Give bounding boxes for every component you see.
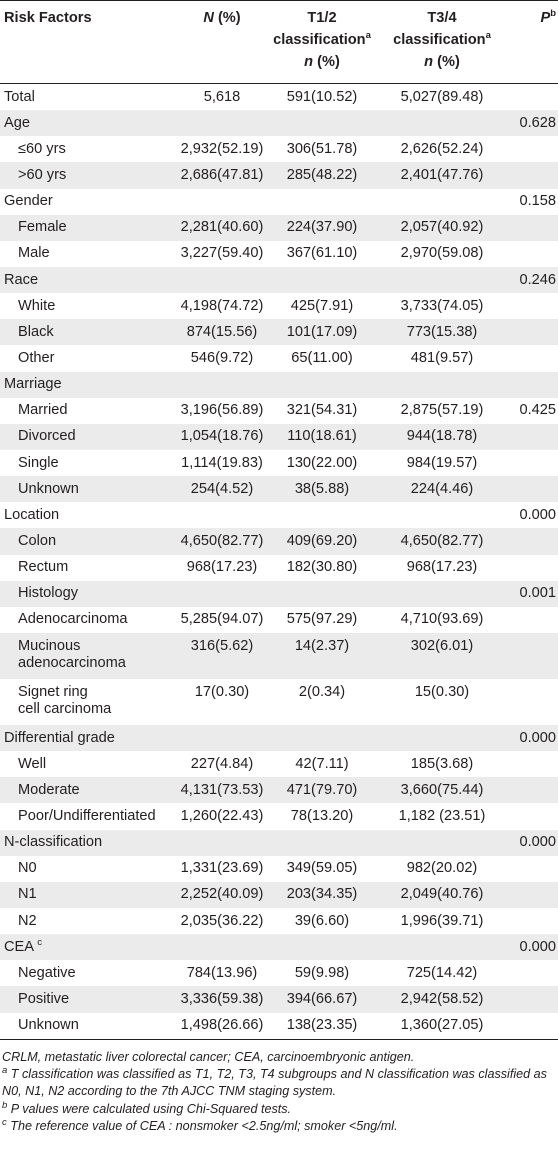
cell-t34 xyxy=(376,830,508,856)
row-label: White xyxy=(18,297,56,314)
cell-p-value: 0.628 xyxy=(508,110,558,136)
cell-t12: 42(7.11) xyxy=(295,755,349,772)
cell-t34: 1,996(39.71) xyxy=(400,912,484,929)
cell-t12 xyxy=(268,934,376,960)
cell-t12: 101(17.09) xyxy=(268,319,376,345)
header-risk-factors: Risk Factors xyxy=(0,1,176,84)
table-row xyxy=(0,581,558,607)
cell-p-value: 0.000 xyxy=(508,830,558,856)
cell-p-value xyxy=(508,424,558,450)
cell-n-percent: 874(15.56) xyxy=(176,319,268,345)
cell-n-percent xyxy=(176,581,268,607)
table-row xyxy=(0,372,558,398)
row-label: Unknown xyxy=(0,476,176,502)
row-label: CEA $^c$ xyxy=(0,934,176,960)
cell-t34: 984(19.57) xyxy=(406,454,478,471)
table-footnotes xyxy=(0,1040,558,1136)
table-row xyxy=(0,960,558,986)
cell-p-value xyxy=(508,607,558,633)
cell-t12: 110(18.61) xyxy=(268,424,376,450)
cell-t34: 481(9.57) xyxy=(410,349,474,366)
header-p-value: $P^b$ xyxy=(508,1,558,84)
cell-p-value xyxy=(508,162,558,188)
cell-n-percent xyxy=(176,189,268,215)
cell-t12 xyxy=(268,189,376,215)
cell-n-percent: 1,114(19.83) xyxy=(181,454,263,471)
row-label: Histology xyxy=(0,581,176,607)
cell-p-value: 0.000 xyxy=(508,934,558,960)
cell-n-percent xyxy=(176,372,268,398)
cell-t12: 138(23.35) xyxy=(268,1013,376,1040)
cell-t34: 2,049(40.76) xyxy=(376,882,508,908)
cell-t12: 130(22.00) xyxy=(286,454,358,471)
row-label: Poor/Undifferentiated xyxy=(18,807,156,824)
cell-n-percent: 2,281(40.60) xyxy=(176,215,268,241)
table-row xyxy=(0,751,558,777)
cell-p-value xyxy=(508,555,558,581)
cell-t12: 65(11.00) xyxy=(291,349,353,366)
cell-t12: 306(51.78) xyxy=(286,140,358,157)
table-row xyxy=(0,502,558,528)
table-row xyxy=(0,267,558,293)
cell-p-value: 0.246 xyxy=(508,267,558,293)
cell-t34: 3,733(74.05) xyxy=(400,297,484,314)
cell-n-percent: 5,285(94.07) xyxy=(180,611,264,628)
cell-t12 xyxy=(268,110,376,136)
cell-t12: 182(30.80) xyxy=(286,559,358,576)
table-row xyxy=(0,110,558,136)
cell-t34: 725(14.42) xyxy=(406,964,478,981)
cell-p-value xyxy=(508,986,558,1012)
cell-t34 xyxy=(376,581,508,607)
table-row xyxy=(0,986,558,1012)
cell-t34: 2,970(59.08) xyxy=(400,245,484,262)
cell-p-value: 0.000 xyxy=(519,506,556,523)
row-label: Male xyxy=(18,245,50,262)
cell-p-value xyxy=(508,84,558,111)
cell-t12: 78(13.20) xyxy=(290,807,354,824)
cell-p-value xyxy=(508,345,558,371)
cell-t34: 2,626(52.24) xyxy=(400,140,484,157)
cell-n-percent: 3,227(59.40) xyxy=(180,245,264,262)
cell-n-percent: 5,618 xyxy=(203,88,241,105)
table-row xyxy=(0,476,558,502)
cell-t12: 471(79.70) xyxy=(268,777,376,803)
cell-t34 xyxy=(376,372,508,398)
table-row xyxy=(0,345,558,371)
cell-t34: 1,360(27.05) xyxy=(376,1013,508,1040)
row-label: Positive xyxy=(0,986,176,1012)
cell-t12: 285(48.22) xyxy=(268,162,376,188)
table-row xyxy=(0,450,558,476)
table-row xyxy=(0,555,558,581)
table-row xyxy=(0,633,558,679)
table-row xyxy=(0,319,558,345)
cell-n-percent: 968(17.23) xyxy=(186,559,258,576)
header-t12-classification: T1/2 classification$^a$ n (%) xyxy=(268,1,376,84)
row-label: Female xyxy=(0,215,176,241)
table-row xyxy=(0,908,558,934)
cell-p-value xyxy=(508,777,558,803)
footnote-abbreviations: CRLM, metastatic liver colorectal cancer; CEA, carcinoembryonic antigen. xyxy=(2,1049,415,1064)
row-label: Signet ring cell carcinoma xyxy=(18,683,112,717)
cell-t12: 425(7.91) xyxy=(290,297,354,314)
row-label: N0 xyxy=(18,860,37,877)
table-row xyxy=(0,528,558,554)
cell-t12: 575(97.29) xyxy=(286,611,358,628)
table-row xyxy=(0,189,558,215)
cell-p-value: 0.001 xyxy=(508,581,558,607)
cell-t34: 944(18.78) xyxy=(376,424,508,450)
row-label: Married xyxy=(18,402,68,419)
table-row xyxy=(0,215,558,241)
cell-n-percent: 4,198(74.72) xyxy=(180,297,264,314)
cell-p-value xyxy=(508,633,558,679)
row-label: Marriage xyxy=(0,372,176,398)
cell-t12 xyxy=(268,725,376,751)
cell-t34: 4,710(93.69) xyxy=(400,611,484,628)
cell-t34: 4,650(82.77) xyxy=(376,528,508,554)
table-row xyxy=(0,607,558,633)
cell-t12: 38(5.88) xyxy=(268,476,376,502)
row-label: Differential grade xyxy=(0,725,176,751)
row-label: Black xyxy=(0,319,176,345)
cell-t34 xyxy=(376,267,508,293)
row-label: Colon xyxy=(0,528,176,554)
row-label: Other xyxy=(18,349,55,366)
row-label: Moderate xyxy=(0,777,176,803)
cell-n-percent: 3,336(59.38) xyxy=(176,986,268,1012)
cell-n-percent xyxy=(176,830,268,856)
cell-t12: 39(6.60) xyxy=(294,912,350,929)
cell-p-value xyxy=(508,241,558,267)
cell-p-value xyxy=(508,476,558,502)
cell-t34 xyxy=(376,110,508,136)
cell-p-value xyxy=(508,528,558,554)
cell-n-percent: 1,331(23.69) xyxy=(180,860,264,877)
cell-p-value xyxy=(508,319,558,345)
cell-t12: 14(2.37) xyxy=(268,633,376,679)
table-row xyxy=(0,398,558,424)
cell-t34: 5,027(89.48) xyxy=(400,88,484,105)
cell-n-percent: 254(4.52) xyxy=(176,476,268,502)
row-label: Rectum xyxy=(18,559,69,576)
cell-t12: 591(10.52) xyxy=(286,88,358,105)
row-label: Total xyxy=(4,88,35,105)
cell-p-value xyxy=(508,372,558,398)
table-body xyxy=(0,84,558,1040)
cell-p-value xyxy=(508,882,558,908)
cell-n-percent: 4,131(73.53) xyxy=(176,777,268,803)
cell-n-percent: 1,260(22.43) xyxy=(180,807,264,824)
cell-t34: 3,660(75.44) xyxy=(376,777,508,803)
cell-t34: 2,875(57.19) xyxy=(400,402,484,419)
cell-t12: 367(61.10) xyxy=(286,245,358,262)
table-row xyxy=(0,162,558,188)
cell-t34: 2,057(40.92) xyxy=(376,215,508,241)
row-label: Single xyxy=(18,454,59,471)
cell-n-percent: 1,498(26.66) xyxy=(176,1013,268,1040)
row-label: >60 yrs xyxy=(0,162,176,188)
cell-t34: 968(17.23) xyxy=(406,559,478,576)
cell-t34: 224(4.46) xyxy=(376,476,508,502)
cell-t12 xyxy=(268,267,376,293)
cell-p-value xyxy=(508,293,558,319)
cell-t12: 203(34.35) xyxy=(268,882,376,908)
cell-t34: 302(6.01) xyxy=(376,633,508,679)
row-label: N-classification xyxy=(0,830,176,856)
cell-t34: 2,942(58.52) xyxy=(376,986,508,1012)
cell-p-value xyxy=(508,960,558,986)
table-row xyxy=(0,293,558,319)
cell-t34 xyxy=(376,502,508,528)
header-t34-classification: T3/4 classification$^a$ n (%) xyxy=(376,1,508,84)
table-row xyxy=(0,777,558,803)
table-row xyxy=(0,856,558,882)
cell-t12 xyxy=(268,830,376,856)
table-row xyxy=(0,725,558,751)
cell-n-percent: 17(0.30) xyxy=(194,683,250,700)
cell-t34: 185(3.68) xyxy=(410,755,474,772)
row-label: Unknown xyxy=(0,1013,176,1040)
table-header xyxy=(0,1,558,84)
table-row xyxy=(0,1013,558,1040)
cell-t34: 1,182 (23.51) xyxy=(398,807,486,824)
cell-t12: 409(69.20) xyxy=(268,528,376,554)
footnote-a: $^a$ T classification was classified as T1, T2, T3, T4 subgroups and N classification was classified as N0, N1, N2 according to the 7th AJCC TNM staging system. xyxy=(2,1064,547,1099)
table-row xyxy=(0,136,558,162)
cell-p-value xyxy=(508,803,558,829)
cell-n-percent: 784(13.96) xyxy=(186,964,258,981)
cell-p-value: 0.158 xyxy=(519,193,556,210)
cell-p-value: 0.425 xyxy=(519,402,556,419)
table-row xyxy=(0,803,558,829)
row-label: Adenocarcinoma xyxy=(18,611,128,628)
cell-n-percent: 316(5.62) xyxy=(176,633,268,679)
cell-t12 xyxy=(268,581,376,607)
cell-t34 xyxy=(376,725,508,751)
table-row xyxy=(0,424,558,450)
cell-t12: 394(66.67) xyxy=(268,986,376,1012)
cell-p-value xyxy=(508,1013,558,1040)
cell-t12: 59(9.98) xyxy=(294,964,350,981)
cell-n-percent: 2,686(47.81) xyxy=(176,162,268,188)
footnote-c: $^c$ The reference value of CEA : nonsmoker <2.5ng/ml; smoker <5ng/ml. xyxy=(2,1117,398,1134)
cell-t12: 224(37.90) xyxy=(268,215,376,241)
row-label: Gender xyxy=(4,193,53,210)
cell-p-value xyxy=(508,908,558,934)
cell-n-percent: 4,650(82.77) xyxy=(176,528,268,554)
cell-t34: 982(20.02) xyxy=(406,860,478,877)
cell-t12 xyxy=(268,502,376,528)
cell-t12: 349(59.05) xyxy=(286,860,358,877)
row-label: Location xyxy=(4,506,60,523)
table-row xyxy=(0,934,558,960)
footnote-b: $^b$ P values were calculated using Chi-Squared tests. xyxy=(2,1099,292,1116)
cell-n-percent: 546(9.72) xyxy=(190,349,254,366)
cell-t34: 773(15.38) xyxy=(376,319,508,345)
cell-n-percent xyxy=(176,502,268,528)
row-label: N1 xyxy=(0,882,176,908)
table-row xyxy=(0,830,558,856)
row-label: Well xyxy=(18,755,47,772)
row-label: Divorced xyxy=(0,424,176,450)
row-label: Negative xyxy=(18,964,76,981)
cell-n-percent xyxy=(176,934,268,960)
cell-t12: 321(54.31) xyxy=(286,402,358,419)
table-row xyxy=(0,241,558,267)
cell-t34 xyxy=(376,189,508,215)
cell-t34: 2,401(47.76) xyxy=(376,162,508,188)
cell-p-value xyxy=(508,136,558,162)
cell-t12: 2(0.34) xyxy=(298,683,346,700)
table-row xyxy=(0,882,558,908)
cell-p-value xyxy=(508,215,558,241)
row-label: N2 xyxy=(18,912,37,929)
table-row xyxy=(0,679,558,725)
cell-n-percent xyxy=(176,110,268,136)
row-label: Race xyxy=(0,267,176,293)
cell-n-percent: 1,054(18.76) xyxy=(176,424,268,450)
cell-n-percent: 2,035(36.22) xyxy=(180,912,264,929)
header-n-percent: N (%) xyxy=(176,1,268,84)
cell-p-value xyxy=(508,450,558,476)
cell-n-percent: 2,252(40.09) xyxy=(176,882,268,908)
cell-n-percent xyxy=(176,725,268,751)
cell-t34: 15(0.30) xyxy=(414,683,470,700)
cell-n-percent: 2,932(52.19) xyxy=(180,140,264,157)
row-label: ≤60 yrs xyxy=(18,140,66,157)
cell-n-percent: 3,196(56.89) xyxy=(180,402,264,419)
row-label: Mucinous adenocarcinoma xyxy=(0,633,176,679)
cell-t34 xyxy=(376,934,508,960)
cell-p-value xyxy=(508,751,558,777)
cell-t12 xyxy=(268,372,376,398)
table-row xyxy=(0,84,558,111)
cell-p-value: 0.000 xyxy=(508,725,558,751)
cell-p-value xyxy=(508,679,558,725)
cell-p-value xyxy=(508,856,558,882)
cell-n-percent xyxy=(176,267,268,293)
row-label: Age xyxy=(0,110,176,136)
cell-n-percent: 227(4.84) xyxy=(190,755,254,772)
